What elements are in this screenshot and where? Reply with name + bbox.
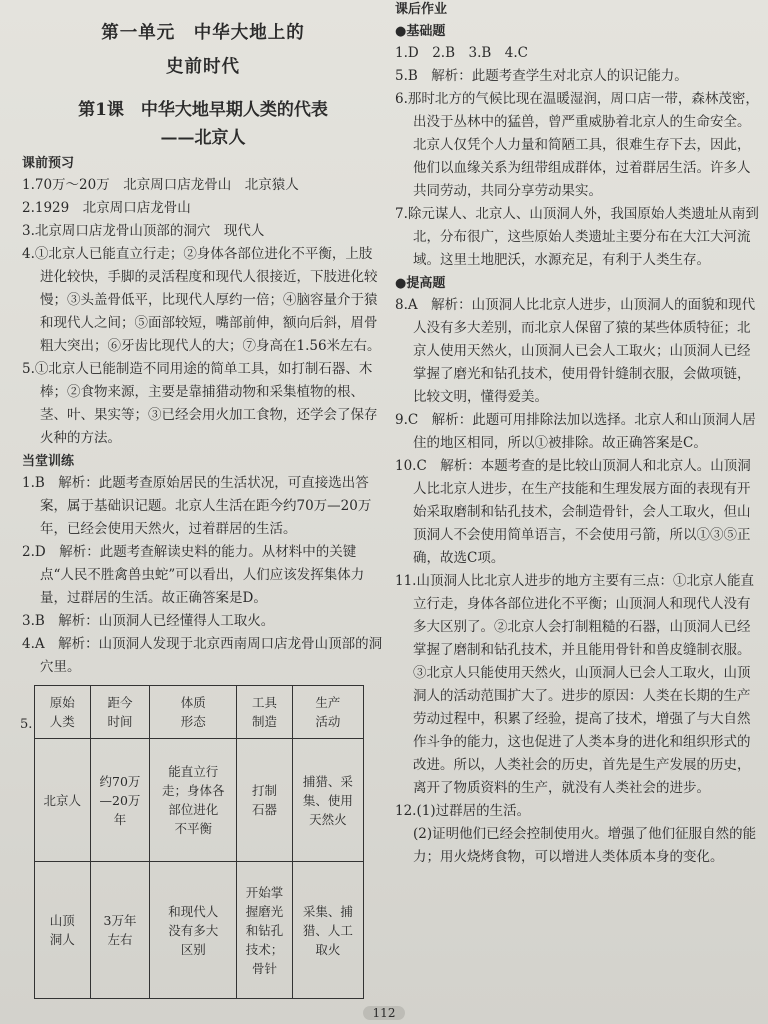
table-header-cell: 体质 形态 <box>150 686 237 739</box>
basic-heading: ●基础题 <box>395 24 446 39</box>
page-number: 112 <box>363 1006 406 1020</box>
page-footer <box>0 1006 768 1020</box>
table-row <box>35 862 364 999</box>
table-cell: 捕猎、采 集、使用 天然火 <box>292 739 363 862</box>
table-header-cell: 原始 人类 <box>35 686 91 739</box>
right-column <box>395 0 760 869</box>
table-cell: 开始掌 握磨光 和钻孔 技术； 骨针 <box>237 862 293 999</box>
table-header-row <box>35 686 364 739</box>
table-cell: 能直立行 走；身体各 部位进化 不平衡 <box>150 739 237 862</box>
advanced-item: (2)证明他们已经会控制使用火。增强了他们征服自然的能力；用火烧烤食物，可以增进人类体质本身的变化。 <box>413 826 757 865</box>
advanced-item: 9.C 解析：此题可用排除法加以选择。北京人和山顶洞人居住的地区相同，所以①被排除。故正确答案是C。 <box>395 412 756 451</box>
homework-heading: 课后作业 <box>395 2 448 17</box>
preview-item: 5.①北京人已能制造不同用途的简单工具，如打制石器、木棒；②食物来源，主要是靠捕猎动物和采集植物的根、茎、叶、果实等；③已经会用火加工食物，还学会了保存火种的方法。 <box>22 361 378 446</box>
table-header-cell: 工具 制造 <box>237 686 293 739</box>
training-item: 2.D 解析：此题考查解读史料的能力。从材料中的关键点“人民不胜禽兽虫蛇”可以看出，人们应该发挥集体力量，过群居的生活。故正确答案是D。 <box>22 544 365 606</box>
basic-item: 6.那时北方的气候比现在温暖湿润，周口店一带，森林茂密，出没于丛林中的猛兽，曾严重威胁着北京人的生命安全。北京人仅凭个人力量和简陋工具，很难生存下去，因此，他们以血缘关系为纽带组成群体，过着群居生活。许多人共同劳动，共同分享劳动果实。 <box>395 91 759 199</box>
table-cell: 采集、捕 猎、人工 取火 <box>292 862 363 999</box>
comparison-table <box>34 685 364 999</box>
preview-heading: 课前预习 <box>22 156 75 171</box>
table-cell: 北京人 <box>35 739 91 862</box>
training-item: 3.B 解析：山顶洞人已经懂得人工取火。 <box>22 613 275 629</box>
preview-item: 4.①北京人已能直立行走；②身体各部位进化不平衡，上肢进化较快，手脚的灵活程度和现代人很接近，下肢进化较慢；③头盖骨低平，比现代人厚约一倍；④脑容量介于猿和现代人之间；⑤面部较短，嘴部前伸，额向后斜，眉骨粗大突出；⑥牙齿比现代人的大；⑦身高在1.56米左右。 <box>22 246 381 354</box>
training-heading: 当堂训练 <box>22 454 75 469</box>
training-item: 4.A 解析：山顶洞人发现于北京西南周口店龙骨山顶部的洞穴里。 <box>22 636 383 675</box>
table-header-cell: 生产 活动 <box>292 686 363 739</box>
advanced-item: 10.C 解析：本题考查的是比较山顶洞人和北京人。山顶洞人比北京人进步，在生产技能和生理发展方面的表现有开始采取磨制和钻孔技术，会制造骨针，会人工取火，但山顶洞人不会使用简单语言，不会使用弓箭，所以①③⑤正确，故选C项。 <box>395 458 751 566</box>
question-number: 5. <box>20 717 33 732</box>
basic-item: 5.B 解析：此题考查学生对北京人的识记能力。 <box>395 68 688 84</box>
table-cell: 约70万 —20万 年 <box>90 739 150 862</box>
table-header-cell: 距今 时间 <box>90 686 150 739</box>
lesson-title: 第1课 中华大地早期人类的代表 <box>78 100 328 120</box>
advanced-item: 8.A 解析：山顶洞人比北京人进步，山顶洞人的面貌和现代人没有多大差别，而北京人保留了猿的某些体质特征；北京人使用天然火，山顶洞人已会人工取火；山顶洞人已经掌握了磨光和钻孔技术，使用骨针缝制衣服，会做项链，比较文明，懂得爱美。 <box>395 297 756 405</box>
basic-item: 7.除元谋人、北京人、山顶洞人外，我国原始人类遗址从南到北，分布很广，这些原始人类遗址主要分布在大江大河流域。这里土地肥沃，水源充足，有利于人类生存。 <box>395 206 759 268</box>
advanced-item: 11.山顶洞人比北京人进步的地方主要有三点：①北京人能直立行走，身体各部位进化不平衡；山顶洞人和现代人没有多大区别了。②北京人会打制粗糙的石器，山顶洞人已经掌握了磨制和钻孔技术，并且能用骨针和兽皮缝制衣服。③北京人只能使用天然火，山顶洞人已会人工取火，山顶洞人的活动范围扩大了。进步的原因：人类在长期的生产劳动过程中，积累了经验，提高了技术，增强了与大自然作斗争的能力，这也促进了人类本身的进化和组织形式的改进。所以，人类社会的历史，首先是生产发展的历史，离开了物质资料的生产，就没有人类社会的进步。 <box>395 573 754 796</box>
basic-item: 1.D 2.B 3.B 4.C <box>395 45 529 61</box>
preview-item: 1.70万～20万 北京周口店龙骨山 北京猿人 <box>22 177 299 193</box>
table-row <box>35 739 364 862</box>
training-item: 1.B 解析：此题考查原始居民的生活状况，可直接选出答案，属于基础识记题。北京人生活在距今约70万—20万年，已经会使用天然火，过着群居的生活。 <box>22 475 372 537</box>
unit-title: 第一单元 中华大地上的 <box>101 23 305 43</box>
table-cell: 山顶 洞人 <box>35 862 91 999</box>
preview-item: 2.1929 北京周口店龙骨山 <box>22 200 191 216</box>
table-cell: 和现代人 没有多大 区别 <box>150 862 237 999</box>
comparison-table-wrap <box>22 685 384 999</box>
table-cell: 3万年 左右 <box>90 862 150 999</box>
unit-title-line2: 史前时代 <box>166 57 240 77</box>
table-cell: 打制 石器 <box>237 739 293 862</box>
left-column <box>22 0 384 999</box>
lesson-subtitle: ——北京人 <box>160 128 246 148</box>
advanced-item: 12.(1)过群居的生活。 <box>395 803 531 819</box>
advanced-heading: ●提高题 <box>395 276 446 291</box>
preview-item: 3.北京周口店龙骨山顶部的洞穴 现代人 <box>22 223 265 239</box>
